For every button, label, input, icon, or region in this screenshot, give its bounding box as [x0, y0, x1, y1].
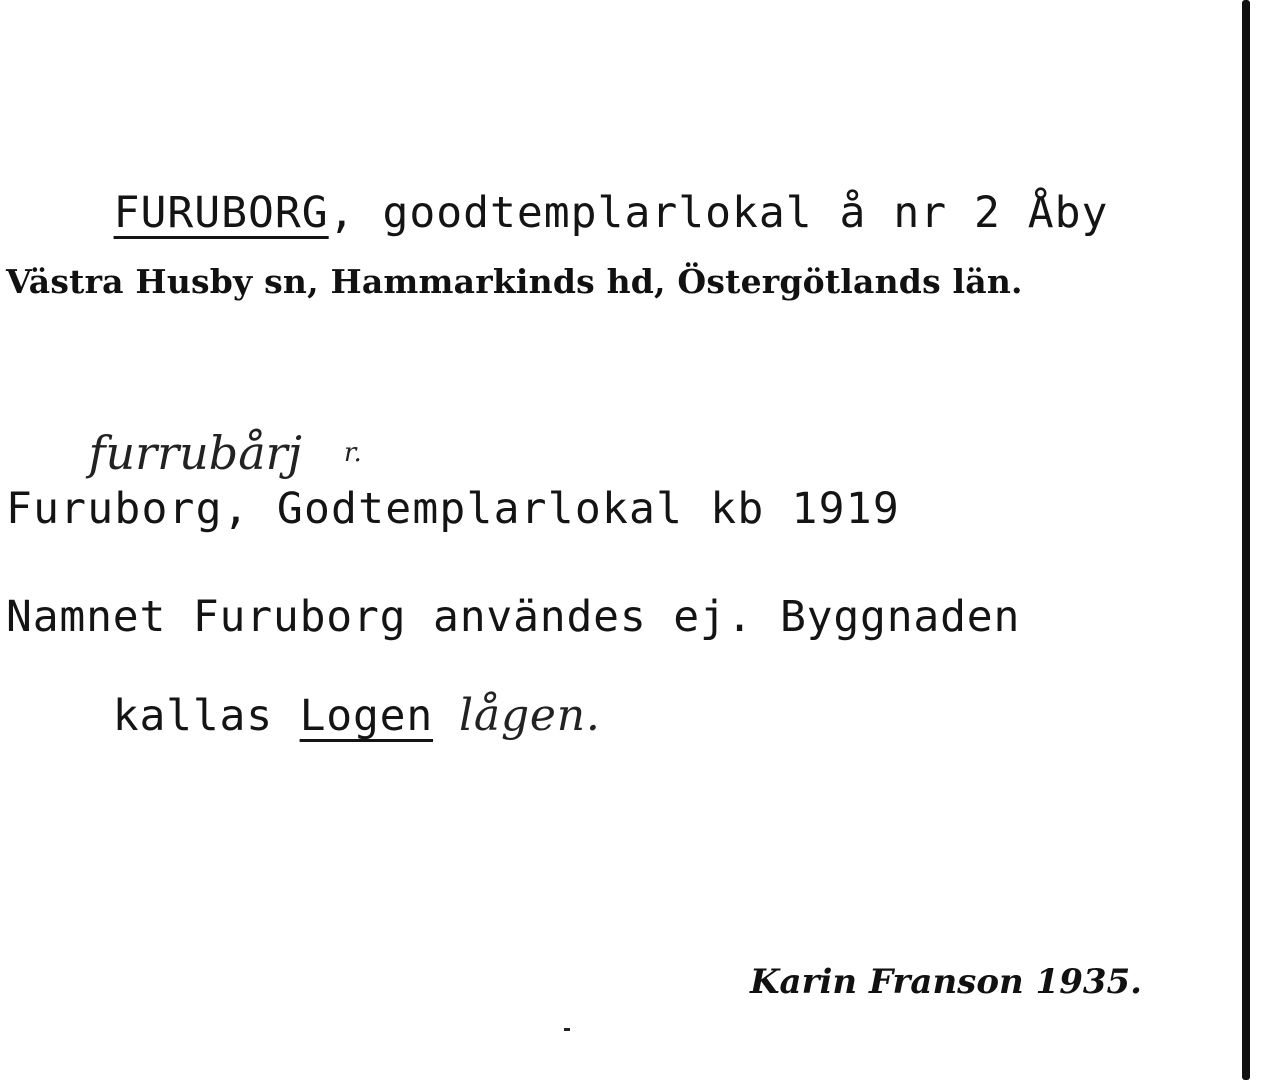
note-line-1: Namnet Furuborg användes ej. Byggnaden [6, 592, 1021, 642]
stray-mark [564, 1028, 570, 1031]
phonetic-logen: lågen. [459, 690, 601, 741]
location-line: Västra Husby sn, Hammarkinds hd, Östergötlands län. [6, 262, 1023, 301]
phonetic-mark: r. [343, 438, 362, 468]
place-name: FURUBORG [113, 188, 329, 238]
heading-description: , goodtemplarlokal å nr 2 Åby [328, 188, 1109, 238]
card-edge-shadow [1242, 0, 1250, 1080]
name-logen: Logen [299, 691, 434, 741]
phonetic-word: furrubårj [88, 426, 302, 480]
note-prefix: kallas [112, 691, 300, 741]
signature: Karin Franson 1935. [750, 962, 1143, 1002]
note-line-2 [6, 640, 601, 791]
kb-line: Furuborg, Godtemplarlokal kb 1919 [6, 484, 900, 534]
